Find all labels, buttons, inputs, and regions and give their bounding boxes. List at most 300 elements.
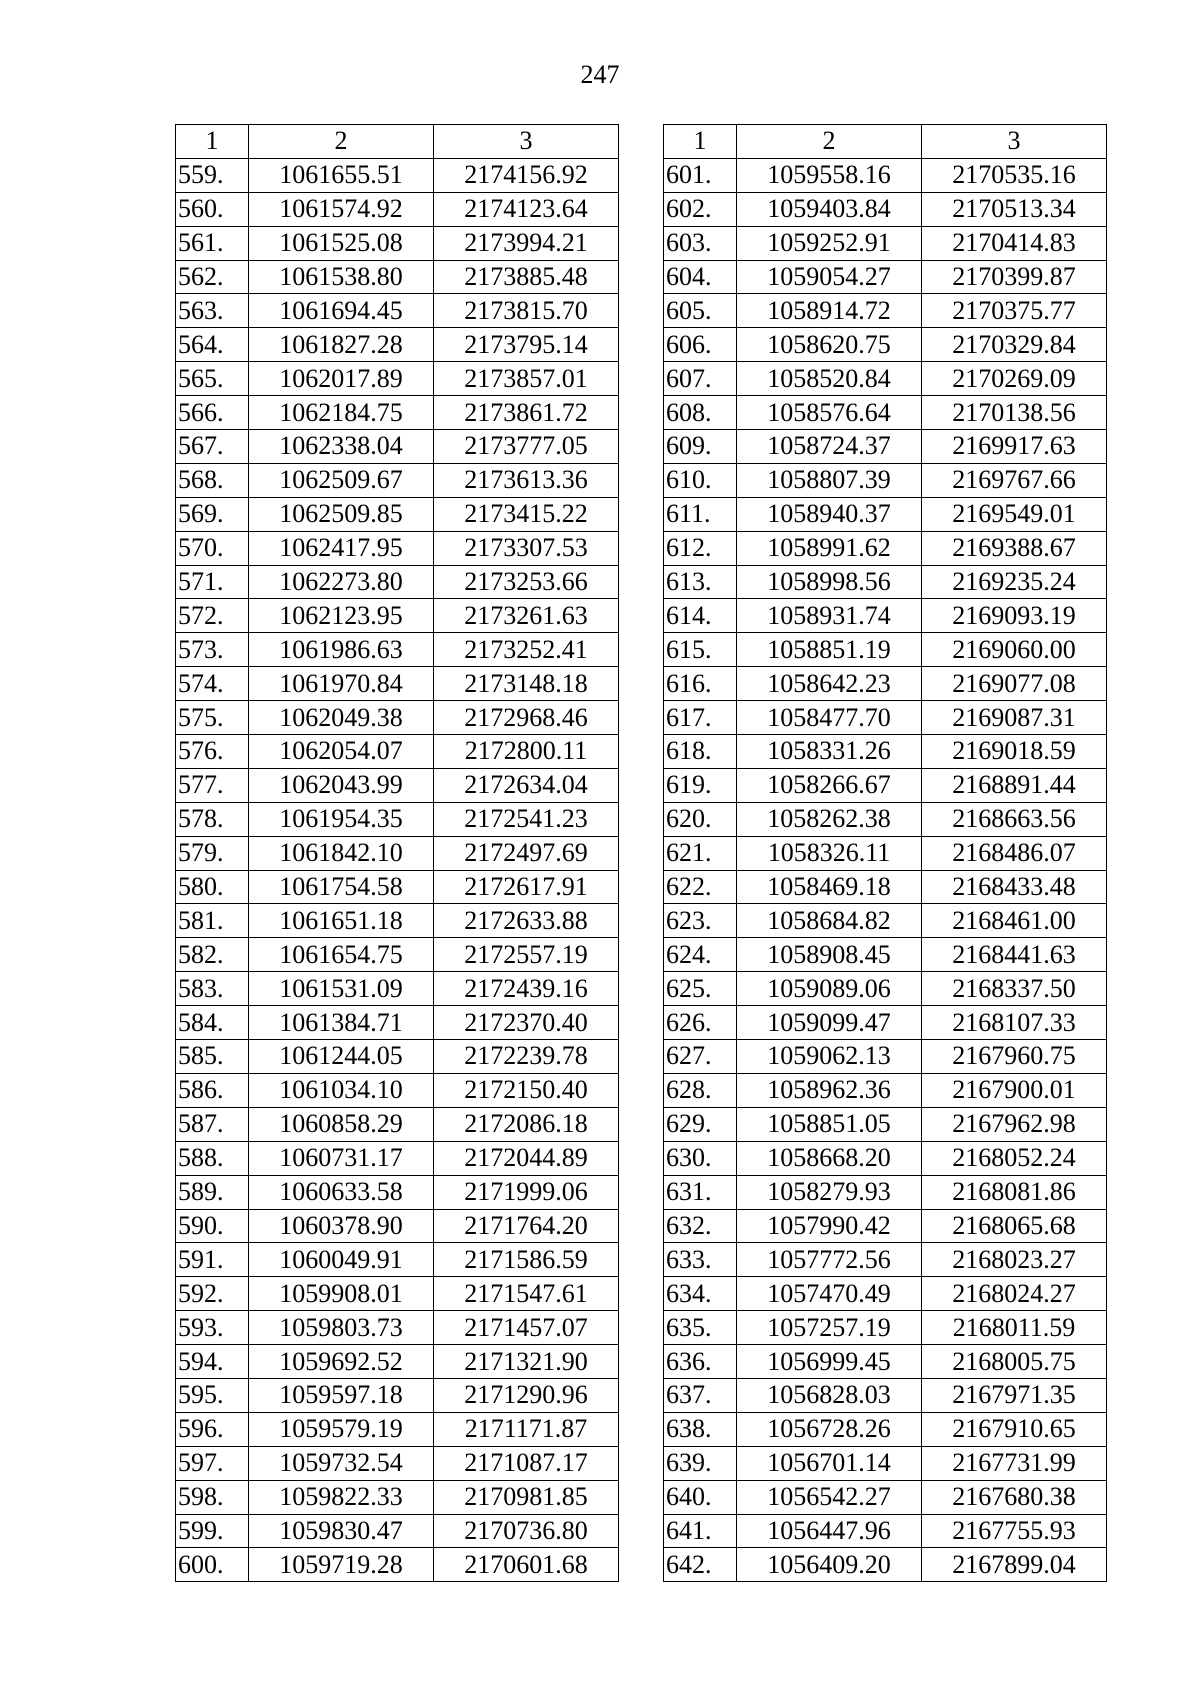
table-row [176,768,619,802]
y-coordinate-cell: 2169767.66 [922,463,1107,497]
point-number-cell: 604. [664,260,737,294]
point-number-cell: 609. [664,430,737,464]
point-number-cell: 615. [664,633,737,667]
point-number-cell: 587. [176,1107,249,1141]
y-coordinate-cell: 2173795.14 [434,328,619,362]
y-coordinate-cell: 2167731.99 [922,1446,1107,1480]
y-coordinate-cell: 2173777.05 [434,430,619,464]
x-coordinate-cell: 1059597.18 [249,1378,434,1412]
y-coordinate-cell: 2169060.00 [922,633,1107,667]
x-coordinate-cell: 1056728.26 [737,1412,922,1446]
x-coordinate-cell: 1059252.91 [737,226,922,260]
x-coordinate-cell: 1057990.42 [737,1209,922,1243]
point-number-cell: 630. [664,1141,737,1175]
table-row [176,328,619,362]
table-row [664,1446,1107,1480]
coordinates-table-left [175,124,619,1582]
point-number-cell: 632. [664,1209,737,1243]
table-row [664,1378,1107,1412]
point-number-cell: 633. [664,1243,737,1277]
table-row [664,226,1107,260]
y-coordinate-cell: 2167899.04 [922,1548,1107,1582]
x-coordinate-cell: 1062273.80 [249,565,434,599]
table-row [176,430,619,464]
x-coordinate-cell: 1058684.82 [737,904,922,938]
y-coordinate-cell: 2173994.21 [434,226,619,260]
table-row [176,1446,619,1480]
table-row [176,1209,619,1243]
point-number-cell: 580. [176,870,249,904]
y-coordinate-cell: 2167900.01 [922,1073,1107,1107]
table-row [176,1311,619,1345]
y-coordinate-cell: 2168011.59 [922,1311,1107,1345]
y-coordinate-cell: 2168891.44 [922,768,1107,802]
table-row [664,667,1107,701]
y-coordinate-cell: 2168486.07 [922,836,1107,870]
y-coordinate-cell: 2168052.24 [922,1141,1107,1175]
coordinates-table-right [663,124,1107,1582]
x-coordinate-cell: 1062417.95 [249,531,434,565]
x-coordinate-cell: 1061574.92 [249,192,434,226]
point-number-cell: 631. [664,1175,737,1209]
point-number-cell: 559. [176,158,249,192]
y-coordinate-cell: 2172617.91 [434,870,619,904]
table-row [176,735,619,769]
x-coordinate-cell: 1061970.84 [249,667,434,701]
x-coordinate-cell: 1061827.28 [249,328,434,362]
table-header-row [176,125,619,159]
point-number-cell: 569. [176,497,249,531]
table-row [664,1141,1107,1175]
x-coordinate-cell: 1059558.16 [737,158,922,192]
x-coordinate-cell: 1056828.03 [737,1378,922,1412]
y-coordinate-cell: 2169077.08 [922,667,1107,701]
x-coordinate-cell: 1058851.05 [737,1107,922,1141]
point-number-cell: 620. [664,802,737,836]
y-coordinate-cell: 2168107.33 [922,1006,1107,1040]
x-coordinate-cell: 1061842.10 [249,836,434,870]
y-coordinate-cell: 2173415.22 [434,497,619,531]
table-row [176,396,619,430]
table-row [176,904,619,938]
y-coordinate-cell: 2169917.63 [922,430,1107,464]
y-coordinate-cell: 2169093.19 [922,599,1107,633]
x-coordinate-cell: 1061694.45 [249,294,434,328]
y-coordinate-cell: 2167755.93 [922,1514,1107,1548]
y-coordinate-cell: 2172239.78 [434,1040,619,1074]
table-row [664,497,1107,531]
table-row [176,938,619,972]
y-coordinate-cell: 2173857.01 [434,362,619,396]
table-row [664,192,1107,226]
point-number-cell: 590. [176,1209,249,1243]
table-row [664,294,1107,328]
table-row [176,1345,619,1379]
x-coordinate-cell: 1059062.13 [737,1040,922,1074]
x-coordinate-cell: 1059830.47 [249,1514,434,1548]
point-number-cell: 617. [664,701,737,735]
point-number-cell: 597. [176,1446,249,1480]
y-coordinate-cell: 2169087.31 [922,701,1107,735]
point-number-cell: 570. [176,531,249,565]
x-coordinate-cell: 1062043.99 [249,768,434,802]
table-row [664,938,1107,972]
table-row [664,701,1107,735]
table-row [176,1378,619,1412]
table-row [664,328,1107,362]
x-coordinate-cell: 1062184.75 [249,396,434,430]
table-row [176,1040,619,1074]
table-row [664,463,1107,497]
y-coordinate-cell: 2170269.09 [922,362,1107,396]
y-coordinate-cell: 2168663.56 [922,802,1107,836]
table-row [664,1107,1107,1141]
y-coordinate-cell: 2173307.53 [434,531,619,565]
y-coordinate-cell: 2167680.38 [922,1480,1107,1514]
point-number-cell: 574. [176,667,249,701]
x-coordinate-cell: 1060858.29 [249,1107,434,1141]
x-coordinate-cell: 1056999.45 [737,1345,922,1379]
point-number-cell: 576. [176,735,249,769]
y-coordinate-cell: 2168023.27 [922,1243,1107,1277]
x-coordinate-cell: 1059719.28 [249,1548,434,1582]
x-coordinate-cell: 1062054.07 [249,735,434,769]
y-coordinate-cell: 2173252.41 [434,633,619,667]
y-coordinate-cell: 2168441.63 [922,938,1107,972]
y-coordinate-cell: 2169549.01 [922,497,1107,531]
table-row [176,1175,619,1209]
x-coordinate-cell: 1059054.27 [737,260,922,294]
point-number-cell: 603. [664,226,737,260]
point-number-cell: 564. [176,328,249,362]
point-number-cell: 593. [176,1311,249,1345]
column-header-number: 1 [176,125,249,159]
y-coordinate-cell: 2172634.04 [434,768,619,802]
table-row [176,599,619,633]
y-coordinate-cell: 2168024.27 [922,1277,1107,1311]
column-header-number: 1 [664,125,737,159]
table-row [176,362,619,396]
point-number-cell: 639. [664,1446,737,1480]
x-coordinate-cell: 1059822.33 [249,1480,434,1514]
y-coordinate-cell: 2172968.46 [434,701,619,735]
y-coordinate-cell: 2171457.07 [434,1311,619,1345]
point-number-cell: 611. [664,497,737,531]
table-row [664,158,1107,192]
y-coordinate-cell: 2171547.61 [434,1277,619,1311]
point-number-cell: 629. [664,1107,737,1141]
table-row [664,396,1107,430]
y-coordinate-cell: 2167960.75 [922,1040,1107,1074]
x-coordinate-cell: 1061954.35 [249,802,434,836]
x-coordinate-cell: 1060633.58 [249,1175,434,1209]
y-coordinate-cell: 2172541.23 [434,802,619,836]
point-number-cell: 636. [664,1345,737,1379]
y-coordinate-cell: 2170329.84 [922,328,1107,362]
table-row [664,904,1107,938]
point-number-cell: 622. [664,870,737,904]
x-coordinate-cell: 1061244.05 [249,1040,434,1074]
point-number-cell: 638. [664,1412,737,1446]
table-row [664,1006,1107,1040]
x-coordinate-cell: 1058331.26 [737,735,922,769]
point-number-cell: 575. [176,701,249,735]
point-number-cell: 634. [664,1277,737,1311]
table-row [176,633,619,667]
y-coordinate-cell: 2170399.87 [922,260,1107,294]
table-row [176,870,619,904]
point-number-cell: 618. [664,735,737,769]
point-number-cell: 567. [176,430,249,464]
point-number-cell: 624. [664,938,737,972]
point-number-cell: 628. [664,1073,737,1107]
table-row [176,1277,619,1311]
y-coordinate-cell: 2168065.68 [922,1209,1107,1243]
table-row [664,1480,1107,1514]
table-row [176,1412,619,1446]
point-number-cell: 571. [176,565,249,599]
x-coordinate-cell: 1061654.75 [249,938,434,972]
page-number: 247 [580,60,620,89]
y-coordinate-cell: 2173253.66 [434,565,619,599]
x-coordinate-cell: 1056542.27 [737,1480,922,1514]
x-coordinate-cell: 1059089.06 [737,972,922,1006]
table-row [176,158,619,192]
point-number-cell: 581. [176,904,249,938]
y-coordinate-cell: 2169018.59 [922,735,1107,769]
y-coordinate-cell: 2167962.98 [922,1107,1107,1141]
point-number-cell: 561. [176,226,249,260]
x-coordinate-cell: 1059099.47 [737,1006,922,1040]
y-coordinate-cell: 2171087.17 [434,1446,619,1480]
y-coordinate-cell: 2167971.35 [922,1378,1107,1412]
table-row [176,1243,619,1277]
x-coordinate-cell: 1059403.84 [737,192,922,226]
y-coordinate-cell: 2173148.18 [434,667,619,701]
y-coordinate-cell: 2170535.16 [922,158,1107,192]
y-coordinate-cell: 2170414.83 [922,226,1107,260]
y-coordinate-cell: 2170513.34 [922,192,1107,226]
x-coordinate-cell: 1058279.93 [737,1175,922,1209]
point-number-cell: 598. [176,1480,249,1514]
y-coordinate-cell: 2173613.36 [434,463,619,497]
y-coordinate-cell: 2171290.96 [434,1378,619,1412]
column-header-x: 2 [249,125,434,159]
table-row [176,836,619,870]
point-number-cell: 565. [176,362,249,396]
x-coordinate-cell: 1062017.89 [249,362,434,396]
point-number-cell: 612. [664,531,737,565]
point-number-cell: 613. [664,565,737,599]
point-number-cell: 601. [664,158,737,192]
x-coordinate-cell: 1058908.45 [737,938,922,972]
table-row [664,531,1107,565]
table-row [176,701,619,735]
x-coordinate-cell: 1062049.38 [249,701,434,735]
x-coordinate-cell: 1058326.11 [737,836,922,870]
x-coordinate-cell: 1058807.39 [737,463,922,497]
point-number-cell: 602. [664,192,737,226]
x-coordinate-cell: 1060731.17 [249,1141,434,1175]
x-coordinate-cell: 1058266.67 [737,768,922,802]
y-coordinate-cell: 2170138.56 [922,396,1107,430]
point-number-cell: 642. [664,1548,737,1582]
y-coordinate-cell: 2171586.59 [434,1243,619,1277]
table-row [664,599,1107,633]
point-number-cell: 584. [176,1006,249,1040]
point-number-cell: 577. [176,768,249,802]
point-number-cell: 589. [176,1175,249,1209]
x-coordinate-cell: 1058724.37 [737,430,922,464]
point-number-cell: 627. [664,1040,737,1074]
point-number-cell: 588. [176,1141,249,1175]
y-coordinate-cell: 2172497.69 [434,836,619,870]
x-coordinate-cell: 1057772.56 [737,1243,922,1277]
table-row [176,463,619,497]
point-number-cell: 626. [664,1006,737,1040]
point-number-cell: 625. [664,972,737,1006]
x-coordinate-cell: 1062123.95 [249,599,434,633]
point-number-cell: 635. [664,1311,737,1345]
x-coordinate-cell: 1061525.08 [249,226,434,260]
x-coordinate-cell: 1059692.52 [249,1345,434,1379]
table-header-row [664,125,1107,159]
x-coordinate-cell: 1058469.18 [737,870,922,904]
table-row [176,972,619,1006]
x-coordinate-cell: 1057257.19 [737,1311,922,1345]
point-number-cell: 595. [176,1378,249,1412]
table-row [176,1548,619,1582]
y-coordinate-cell: 2172150.40 [434,1073,619,1107]
y-coordinate-cell: 2168461.00 [922,904,1107,938]
table-row [664,1548,1107,1582]
y-coordinate-cell: 2173261.63 [434,599,619,633]
y-coordinate-cell: 2174156.92 [434,158,619,192]
table-row [664,802,1107,836]
point-number-cell: 641. [664,1514,737,1548]
table-row [176,1480,619,1514]
y-coordinate-cell: 2167910.65 [922,1412,1107,1446]
y-coordinate-cell: 2169388.67 [922,531,1107,565]
y-coordinate-cell: 2168337.50 [922,972,1107,1006]
table-row [176,294,619,328]
point-number-cell: 582. [176,938,249,972]
x-coordinate-cell: 1058962.36 [737,1073,922,1107]
x-coordinate-cell: 1058931.74 [737,599,922,633]
y-coordinate-cell: 2172557.19 [434,938,619,972]
x-coordinate-cell: 1061651.18 [249,904,434,938]
table-row [176,565,619,599]
coordinates-table-left-body [176,158,619,1581]
point-number-cell: 608. [664,396,737,430]
table-row [176,1141,619,1175]
x-coordinate-cell: 1057470.49 [737,1277,922,1311]
x-coordinate-cell: 1058620.75 [737,328,922,362]
y-coordinate-cell: 2168433.48 [922,870,1107,904]
point-number-cell: 616. [664,667,737,701]
point-number-cell: 563. [176,294,249,328]
point-number-cell: 619. [664,768,737,802]
x-coordinate-cell: 1060378.90 [249,1209,434,1243]
table-row [176,260,619,294]
x-coordinate-cell: 1058477.70 [737,701,922,735]
table-row [176,1073,619,1107]
table-row [664,1209,1107,1243]
x-coordinate-cell: 1059803.73 [249,1311,434,1345]
point-number-cell: 586. [176,1073,249,1107]
table-row [664,1073,1107,1107]
table-row [176,1107,619,1141]
table-row [176,531,619,565]
point-number-cell: 605. [664,294,737,328]
x-coordinate-cell: 1058262.38 [737,802,922,836]
table-row [664,260,1107,294]
x-coordinate-cell: 1062338.04 [249,430,434,464]
x-coordinate-cell: 1058991.62 [737,531,922,565]
y-coordinate-cell: 2170375.77 [922,294,1107,328]
y-coordinate-cell: 2173885.48 [434,260,619,294]
point-number-cell: 591. [176,1243,249,1277]
y-coordinate-cell: 2172086.18 [434,1107,619,1141]
column-header-y: 3 [922,125,1107,159]
y-coordinate-cell: 2172439.16 [434,972,619,1006]
point-number-cell: 621. [664,836,737,870]
x-coordinate-cell: 1061655.51 [249,158,434,192]
point-number-cell: 596. [176,1412,249,1446]
table-row [664,565,1107,599]
x-coordinate-cell: 1058576.64 [737,396,922,430]
y-coordinate-cell: 2168005.75 [922,1345,1107,1379]
x-coordinate-cell: 1060049.91 [249,1243,434,1277]
x-coordinate-cell: 1058851.19 [737,633,922,667]
table-row [664,1243,1107,1277]
y-coordinate-cell: 2172370.40 [434,1006,619,1040]
x-coordinate-cell: 1061754.58 [249,870,434,904]
table-row [664,768,1107,802]
table-row [176,667,619,701]
x-coordinate-cell: 1061538.80 [249,260,434,294]
point-number-cell: 566. [176,396,249,430]
table-row [664,870,1107,904]
y-coordinate-cell: 2174123.64 [434,192,619,226]
point-number-cell: 607. [664,362,737,396]
table-row [664,1345,1107,1379]
table-row [664,1412,1107,1446]
x-coordinate-cell: 1061034.10 [249,1073,434,1107]
y-coordinate-cell: 2170601.68 [434,1548,619,1582]
table-row [176,1006,619,1040]
y-coordinate-cell: 2173815.70 [434,294,619,328]
table-row [664,836,1107,870]
point-number-cell: 599. [176,1514,249,1548]
table-row [664,633,1107,667]
table-row [664,1277,1107,1311]
y-coordinate-cell: 2168081.86 [922,1175,1107,1209]
coordinates-table-right-body [664,158,1107,1581]
y-coordinate-cell: 2170736.80 [434,1514,619,1548]
point-number-cell: 573. [176,633,249,667]
point-number-cell: 614. [664,599,737,633]
y-coordinate-cell: 2172044.89 [434,1141,619,1175]
point-number-cell: 560. [176,192,249,226]
table-row [176,226,619,260]
x-coordinate-cell: 1059579.19 [249,1412,434,1446]
x-coordinate-cell: 1062509.85 [249,497,434,531]
point-number-cell: 572. [176,599,249,633]
y-coordinate-cell: 2171999.06 [434,1175,619,1209]
x-coordinate-cell: 1058642.23 [737,667,922,701]
x-coordinate-cell: 1062509.67 [249,463,434,497]
